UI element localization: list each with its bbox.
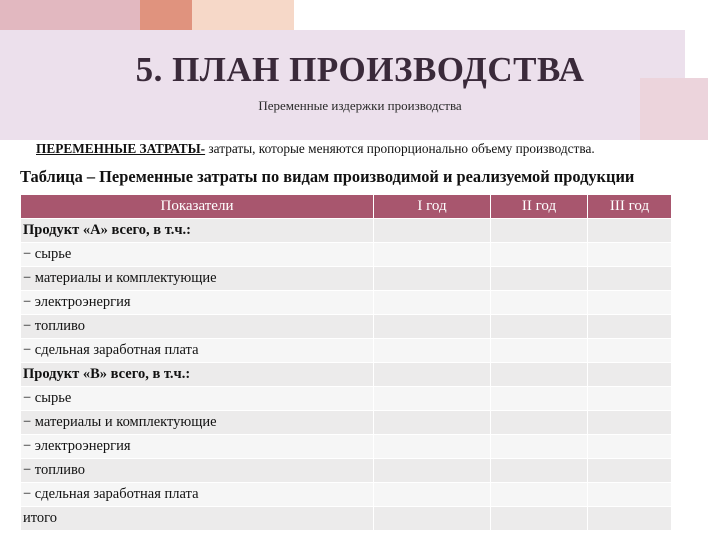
row-label: − сырье — [21, 387, 374, 411]
row-label: − топливо — [21, 459, 374, 483]
value-cell-year-2[interactable] — [491, 315, 588, 339]
header-year-3: III год — [588, 195, 672, 219]
value-cell-year-1[interactable] — [374, 291, 491, 315]
table-row — [21, 483, 672, 507]
row-label: итого — [21, 507, 374, 531]
row-label: − топливо — [21, 315, 374, 339]
row-label: − сдельная заработная плата — [21, 483, 374, 507]
value-cell-year-1[interactable] — [374, 411, 491, 435]
value-cell-year-3[interactable] — [588, 387, 672, 411]
value-cell-year-1[interactable] — [374, 267, 491, 291]
value-cell-year-2[interactable] — [491, 291, 588, 315]
row-label: − сырье — [21, 243, 374, 267]
page-title: 5. ПЛАН ПРОИЗВОДСТВА — [135, 50, 585, 89]
value-cell-year-3[interactable] — [588, 291, 672, 315]
value-cell-year-1[interactable] — [374, 315, 491, 339]
value-cell-year-3[interactable] — [588, 219, 672, 243]
value-cell-year-1[interactable] — [374, 483, 491, 507]
value-cell-year-1[interactable] — [374, 507, 491, 531]
value-cell-year-2[interactable] — [491, 243, 588, 267]
value-cell-year-3[interactable] — [588, 315, 672, 339]
row-label: Продукт «В» всего, в т.ч.: — [21, 363, 374, 387]
table-row — [21, 507, 672, 531]
row-label: − материалы и комплектующие — [21, 411, 374, 435]
row-label: − сдельная заработная плата — [21, 339, 374, 363]
value-cell-year-1[interactable] — [374, 363, 491, 387]
definition — [36, 141, 720, 157]
value-cell-year-3[interactable] — [588, 243, 672, 267]
table-row — [21, 339, 672, 363]
value-cell-year-3[interactable] — [588, 363, 672, 387]
table-row — [21, 315, 672, 339]
value-cell-year-1[interactable] — [374, 219, 491, 243]
value-cell-year-2[interactable] — [491, 219, 588, 243]
value-cell-year-1[interactable] — [374, 435, 491, 459]
row-label: Продукт «А» всего, в т.ч.: — [21, 219, 374, 243]
header-indicators: Показатели — [21, 195, 374, 219]
value-cell-year-3[interactable] — [588, 459, 672, 483]
table-row — [21, 435, 672, 459]
value-cell-year-3[interactable] — [588, 507, 672, 531]
table-row — [21, 387, 672, 411]
value-cell-year-2[interactable] — [491, 483, 588, 507]
value-cell-year-2[interactable] — [491, 459, 588, 483]
header-year-1: I год — [374, 195, 491, 219]
value-cell-year-2[interactable] — [491, 363, 588, 387]
row-label: − материалы и комплектующие — [21, 267, 374, 291]
definition-term: ПЕРЕМЕННЫЕ ЗАТРАТЫ- — [36, 141, 206, 156]
header-year-2: II год — [491, 195, 588, 219]
value-cell-year-3[interactable] — [588, 411, 672, 435]
table-row — [21, 411, 672, 435]
table-row — [21, 363, 672, 387]
row-label: − электроэнергия — [21, 291, 374, 315]
value-cell-year-1[interactable] — [374, 387, 491, 411]
table-row — [21, 219, 672, 243]
value-cell-year-3[interactable] — [588, 483, 672, 507]
table-row — [21, 267, 672, 291]
value-cell-year-2[interactable] — [491, 411, 588, 435]
table-row — [21, 459, 672, 483]
table-row — [21, 243, 672, 267]
value-cell-year-3[interactable] — [588, 267, 672, 291]
variable-costs-table — [20, 194, 672, 531]
value-cell-year-2[interactable] — [491, 267, 588, 291]
value-cell-year-2[interactable] — [491, 339, 588, 363]
table-caption: Таблица – Переменные затраты по видам производимой и реализуемой продукции — [20, 167, 635, 186]
value-cell-year-2[interactable] — [491, 387, 588, 411]
value-cell-year-1[interactable] — [374, 243, 491, 267]
table-header-row — [21, 195, 672, 219]
table-row — [21, 291, 672, 315]
value-cell-year-2[interactable] — [491, 507, 588, 531]
value-cell-year-3[interactable] — [588, 435, 672, 459]
value-cell-year-3[interactable] — [588, 339, 672, 363]
page-subtitle: Переменные издержки производства — [258, 98, 462, 113]
definition-text: затраты, которые меняются пропорционально объему производства. — [205, 141, 595, 156]
value-cell-year-1[interactable] — [374, 339, 491, 363]
value-cell-year-1[interactable] — [374, 459, 491, 483]
row-label: − электроэнергия — [21, 435, 374, 459]
value-cell-year-2[interactable] — [491, 435, 588, 459]
